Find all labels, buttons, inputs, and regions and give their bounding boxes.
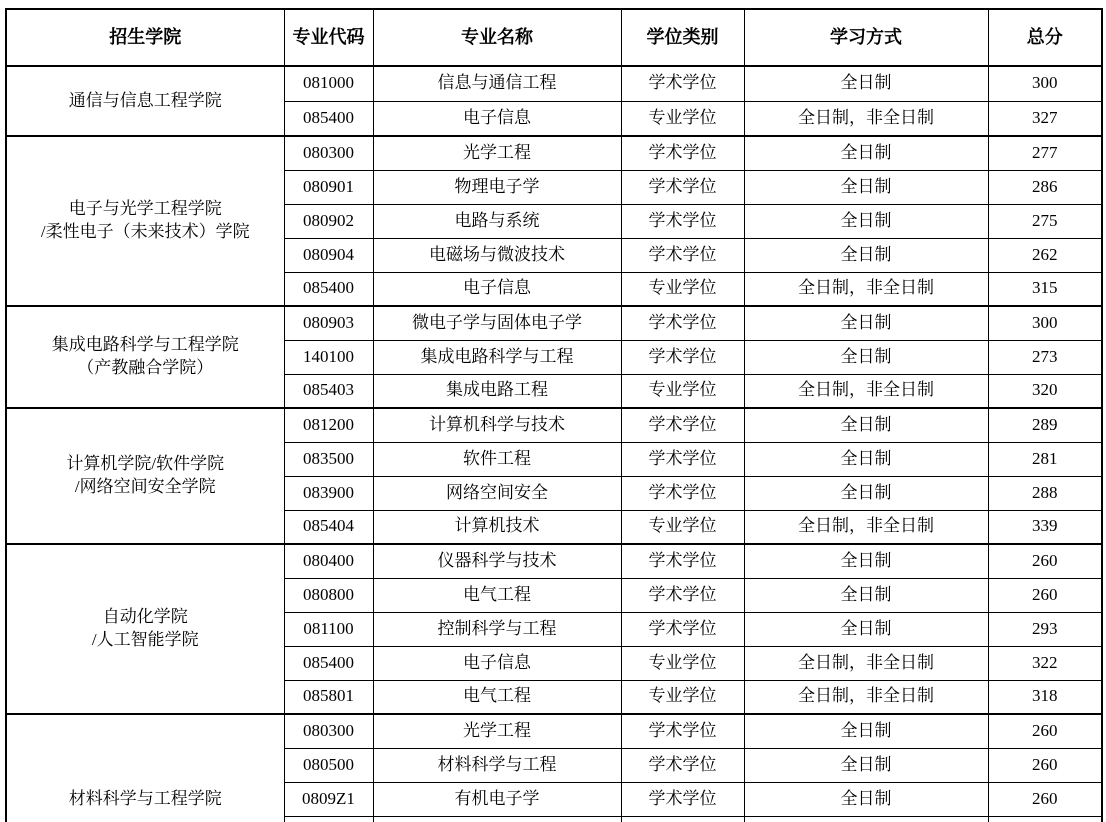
college-cell [6, 544, 284, 714]
total-score-cell: 322 [988, 646, 1102, 680]
study-mode-cell: 全日制 [744, 578, 988, 612]
major-code-cell: 081200 [284, 408, 373, 442]
major-code-cell: 140100 [284, 340, 373, 374]
degree-type-cell: 专业学位 [621, 374, 744, 408]
major-code-cell: 083900 [284, 476, 373, 510]
study-mode-cell: 全日制 [744, 476, 988, 510]
degree-type-cell: 学术学位 [621, 238, 744, 272]
major-name-cell: 材料科学与工程 [373, 748, 621, 782]
major-name-cell: 控制科学与工程 [373, 612, 621, 646]
major-name-cell: 光学工程 [373, 714, 621, 748]
table-row [6, 136, 1102, 170]
college-name-line: /网络空间安全学院 [74, 477, 216, 496]
college-name-line: （产教融合学院） [77, 358, 214, 377]
table-row [6, 66, 1102, 101]
degree-type-cell: 学术学位 [621, 714, 744, 748]
study-mode-cell: 全日制，非全日制 [744, 680, 988, 714]
study-mode-cell: 全日制 [744, 748, 988, 782]
degree-type-cell: 学术学位 [621, 544, 744, 578]
degree-type-cell: 学术学位 [621, 782, 744, 816]
major-name-cell: 网络空间安全 [373, 476, 621, 510]
major-code-cell: 080903 [284, 306, 373, 340]
college-name-line: /柔性电子（未来技术）学院 [40, 222, 250, 241]
table-row [6, 714, 1102, 748]
total-score-cell: 288 [988, 476, 1102, 510]
study-mode-cell [744, 816, 988, 822]
major-name-cell [373, 816, 621, 822]
header-row [6, 9, 1102, 66]
college-group [6, 544, 1102, 714]
major-code-cell: 080500 [284, 748, 373, 782]
college-name-line: 材料科学与工程学院 [68, 788, 222, 808]
college-name-line: 通信与信息工程学院 [68, 90, 222, 110]
study-mode-cell: 全日制 [744, 66, 988, 101]
major-name-cell: 有机电子学 [373, 782, 621, 816]
major-code-cell: 085400 [284, 646, 373, 680]
degree-type-cell: 学术学位 [621, 340, 744, 374]
major-code-cell: 080300 [284, 714, 373, 748]
college-cell [6, 714, 284, 822]
major-name-cell: 集成电路工程 [373, 374, 621, 408]
study-mode-cell: 全日制，非全日制 [744, 510, 988, 544]
total-score-cell: 277 [988, 136, 1102, 170]
study-mode-cell: 全日制 [744, 204, 988, 238]
degree-type-cell: 专业学位 [621, 646, 744, 680]
study-mode-cell: 全日制，非全日制 [744, 272, 988, 306]
major-name-cell: 电气工程 [373, 578, 621, 612]
total-score-cell: 289 [988, 408, 1102, 442]
major-name-cell: 光学工程 [373, 136, 621, 170]
total-score-cell: 300 [988, 306, 1102, 340]
college-cell [6, 136, 284, 306]
header-major-code: 专业代码 [284, 9, 373, 66]
major-name-cell: 信息与通信工程 [373, 66, 621, 101]
study-mode-cell: 全日制 [744, 340, 988, 374]
major-name-cell: 物理电子学 [373, 170, 621, 204]
college-name-line: /人工智能学院 [91, 630, 199, 649]
study-mode-cell: 全日制，非全日制 [744, 646, 988, 680]
college-cell [6, 66, 284, 136]
total-score-cell: 327 [988, 101, 1102, 136]
college-name-line: 集成电路科学与工程学院 [51, 335, 239, 355]
study-mode-cell: 全日制，非全日制 [744, 374, 988, 408]
college-group [6, 714, 1102, 822]
study-mode-cell: 全日制 [744, 408, 988, 442]
table-row [6, 408, 1102, 442]
table-row [6, 544, 1102, 578]
total-score-cell: 260 [988, 578, 1102, 612]
major-code-cell: 081000 [284, 66, 373, 101]
study-mode-cell: 全日制 [744, 170, 988, 204]
study-mode-cell: 全日制 [744, 782, 988, 816]
major-name-cell: 电磁场与微波技术 [373, 238, 621, 272]
degree-type-cell: 学术学位 [621, 476, 744, 510]
degree-type-cell: 专业学位 [621, 510, 744, 544]
college-group [6, 136, 1102, 306]
degree-type-cell: 学术学位 [621, 612, 744, 646]
admission-score-table [5, 8, 1103, 822]
degree-type-cell: 专业学位 [621, 101, 744, 136]
header-college: 招生学院 [6, 9, 284, 66]
header-study-mode: 学习方式 [744, 9, 988, 66]
total-score-cell: 260 [988, 748, 1102, 782]
college-name-line: 计算机学院/软件学院 [66, 454, 225, 474]
major-name-cell: 计算机技术 [373, 510, 621, 544]
college-name-line: 电子与光学工程学院 [68, 199, 222, 219]
total-score-cell: 260 [988, 782, 1102, 816]
major-code-cell: 085403 [284, 374, 373, 408]
major-code-cell: 080902 [284, 204, 373, 238]
study-mode-cell: 全日制 [744, 238, 988, 272]
total-score-cell: 273 [988, 340, 1102, 374]
college-group [6, 66, 1102, 136]
major-name-cell: 软件工程 [373, 442, 621, 476]
total-score-cell: 300 [988, 66, 1102, 101]
college-group [6, 408, 1102, 544]
major-name-cell: 电子信息 [373, 272, 621, 306]
college-cell [6, 408, 284, 544]
header-total-score: 总分 [988, 9, 1102, 66]
major-code-cell [284, 816, 373, 822]
major-name-cell: 仪器科学与技术 [373, 544, 621, 578]
study-mode-cell: 全日制 [744, 544, 988, 578]
total-score-cell: 275 [988, 204, 1102, 238]
major-code-cell: 085404 [284, 510, 373, 544]
degree-type-cell: 专业学位 [621, 680, 744, 714]
total-score-cell: 286 [988, 170, 1102, 204]
study-mode-cell: 全日制 [744, 442, 988, 476]
major-name-cell: 电气工程 [373, 680, 621, 714]
total-score-cell: 262 [988, 238, 1102, 272]
major-code-cell: 081100 [284, 612, 373, 646]
degree-type-cell: 学术学位 [621, 748, 744, 782]
degree-type-cell: 专业学位 [621, 272, 744, 306]
degree-type-cell: 学术学位 [621, 442, 744, 476]
degree-type-cell: 学术学位 [621, 136, 744, 170]
major-name-cell: 计算机科学与技术 [373, 408, 621, 442]
table-row [6, 306, 1102, 340]
total-score-cell: 260 [988, 544, 1102, 578]
total-score-cell: 318 [988, 680, 1102, 714]
study-mode-cell: 全日制 [744, 136, 988, 170]
total-score-cell: 315 [988, 272, 1102, 306]
degree-type-cell: 学术学位 [621, 66, 744, 101]
major-code-cell: 083500 [284, 442, 373, 476]
college-group [6, 306, 1102, 408]
degree-type-cell: 学术学位 [621, 306, 744, 340]
total-score-cell: 320 [988, 374, 1102, 408]
degree-type-cell [621, 816, 744, 822]
table-header [6, 9, 1102, 66]
major-name-cell: 微电子学与固体电子学 [373, 306, 621, 340]
header-major-name: 专业名称 [373, 9, 621, 66]
major-name-cell: 电子信息 [373, 646, 621, 680]
major-code-cell: 080800 [284, 578, 373, 612]
total-score-cell [988, 816, 1102, 822]
degree-type-cell: 学术学位 [621, 408, 744, 442]
major-code-cell: 080901 [284, 170, 373, 204]
major-code-cell: 080300 [284, 136, 373, 170]
study-mode-cell: 全日制，非全日制 [744, 101, 988, 136]
college-cell [6, 306, 284, 408]
total-score-cell: 293 [988, 612, 1102, 646]
major-name-cell: 电子信息 [373, 101, 621, 136]
major-name-cell: 集成电路科学与工程 [373, 340, 621, 374]
study-mode-cell: 全日制 [744, 612, 988, 646]
total-score-cell: 281 [988, 442, 1102, 476]
major-code-cell: 080400 [284, 544, 373, 578]
study-mode-cell: 全日制 [744, 714, 988, 748]
major-name-cell: 电路与系统 [373, 204, 621, 238]
major-code-cell: 085400 [284, 101, 373, 136]
degree-type-cell: 学术学位 [621, 170, 744, 204]
total-score-cell: 339 [988, 510, 1102, 544]
major-code-cell: 0809Z1 [284, 782, 373, 816]
college-name-line: 自动化学院 [102, 607, 188, 627]
degree-type-cell: 学术学位 [621, 204, 744, 238]
total-score-cell: 260 [988, 714, 1102, 748]
header-degree-type: 学位类别 [621, 9, 744, 66]
major-code-cell: 085801 [284, 680, 373, 714]
degree-type-cell: 学术学位 [621, 578, 744, 612]
major-code-cell: 085400 [284, 272, 373, 306]
study-mode-cell: 全日制 [744, 306, 988, 340]
major-code-cell: 080904 [284, 238, 373, 272]
